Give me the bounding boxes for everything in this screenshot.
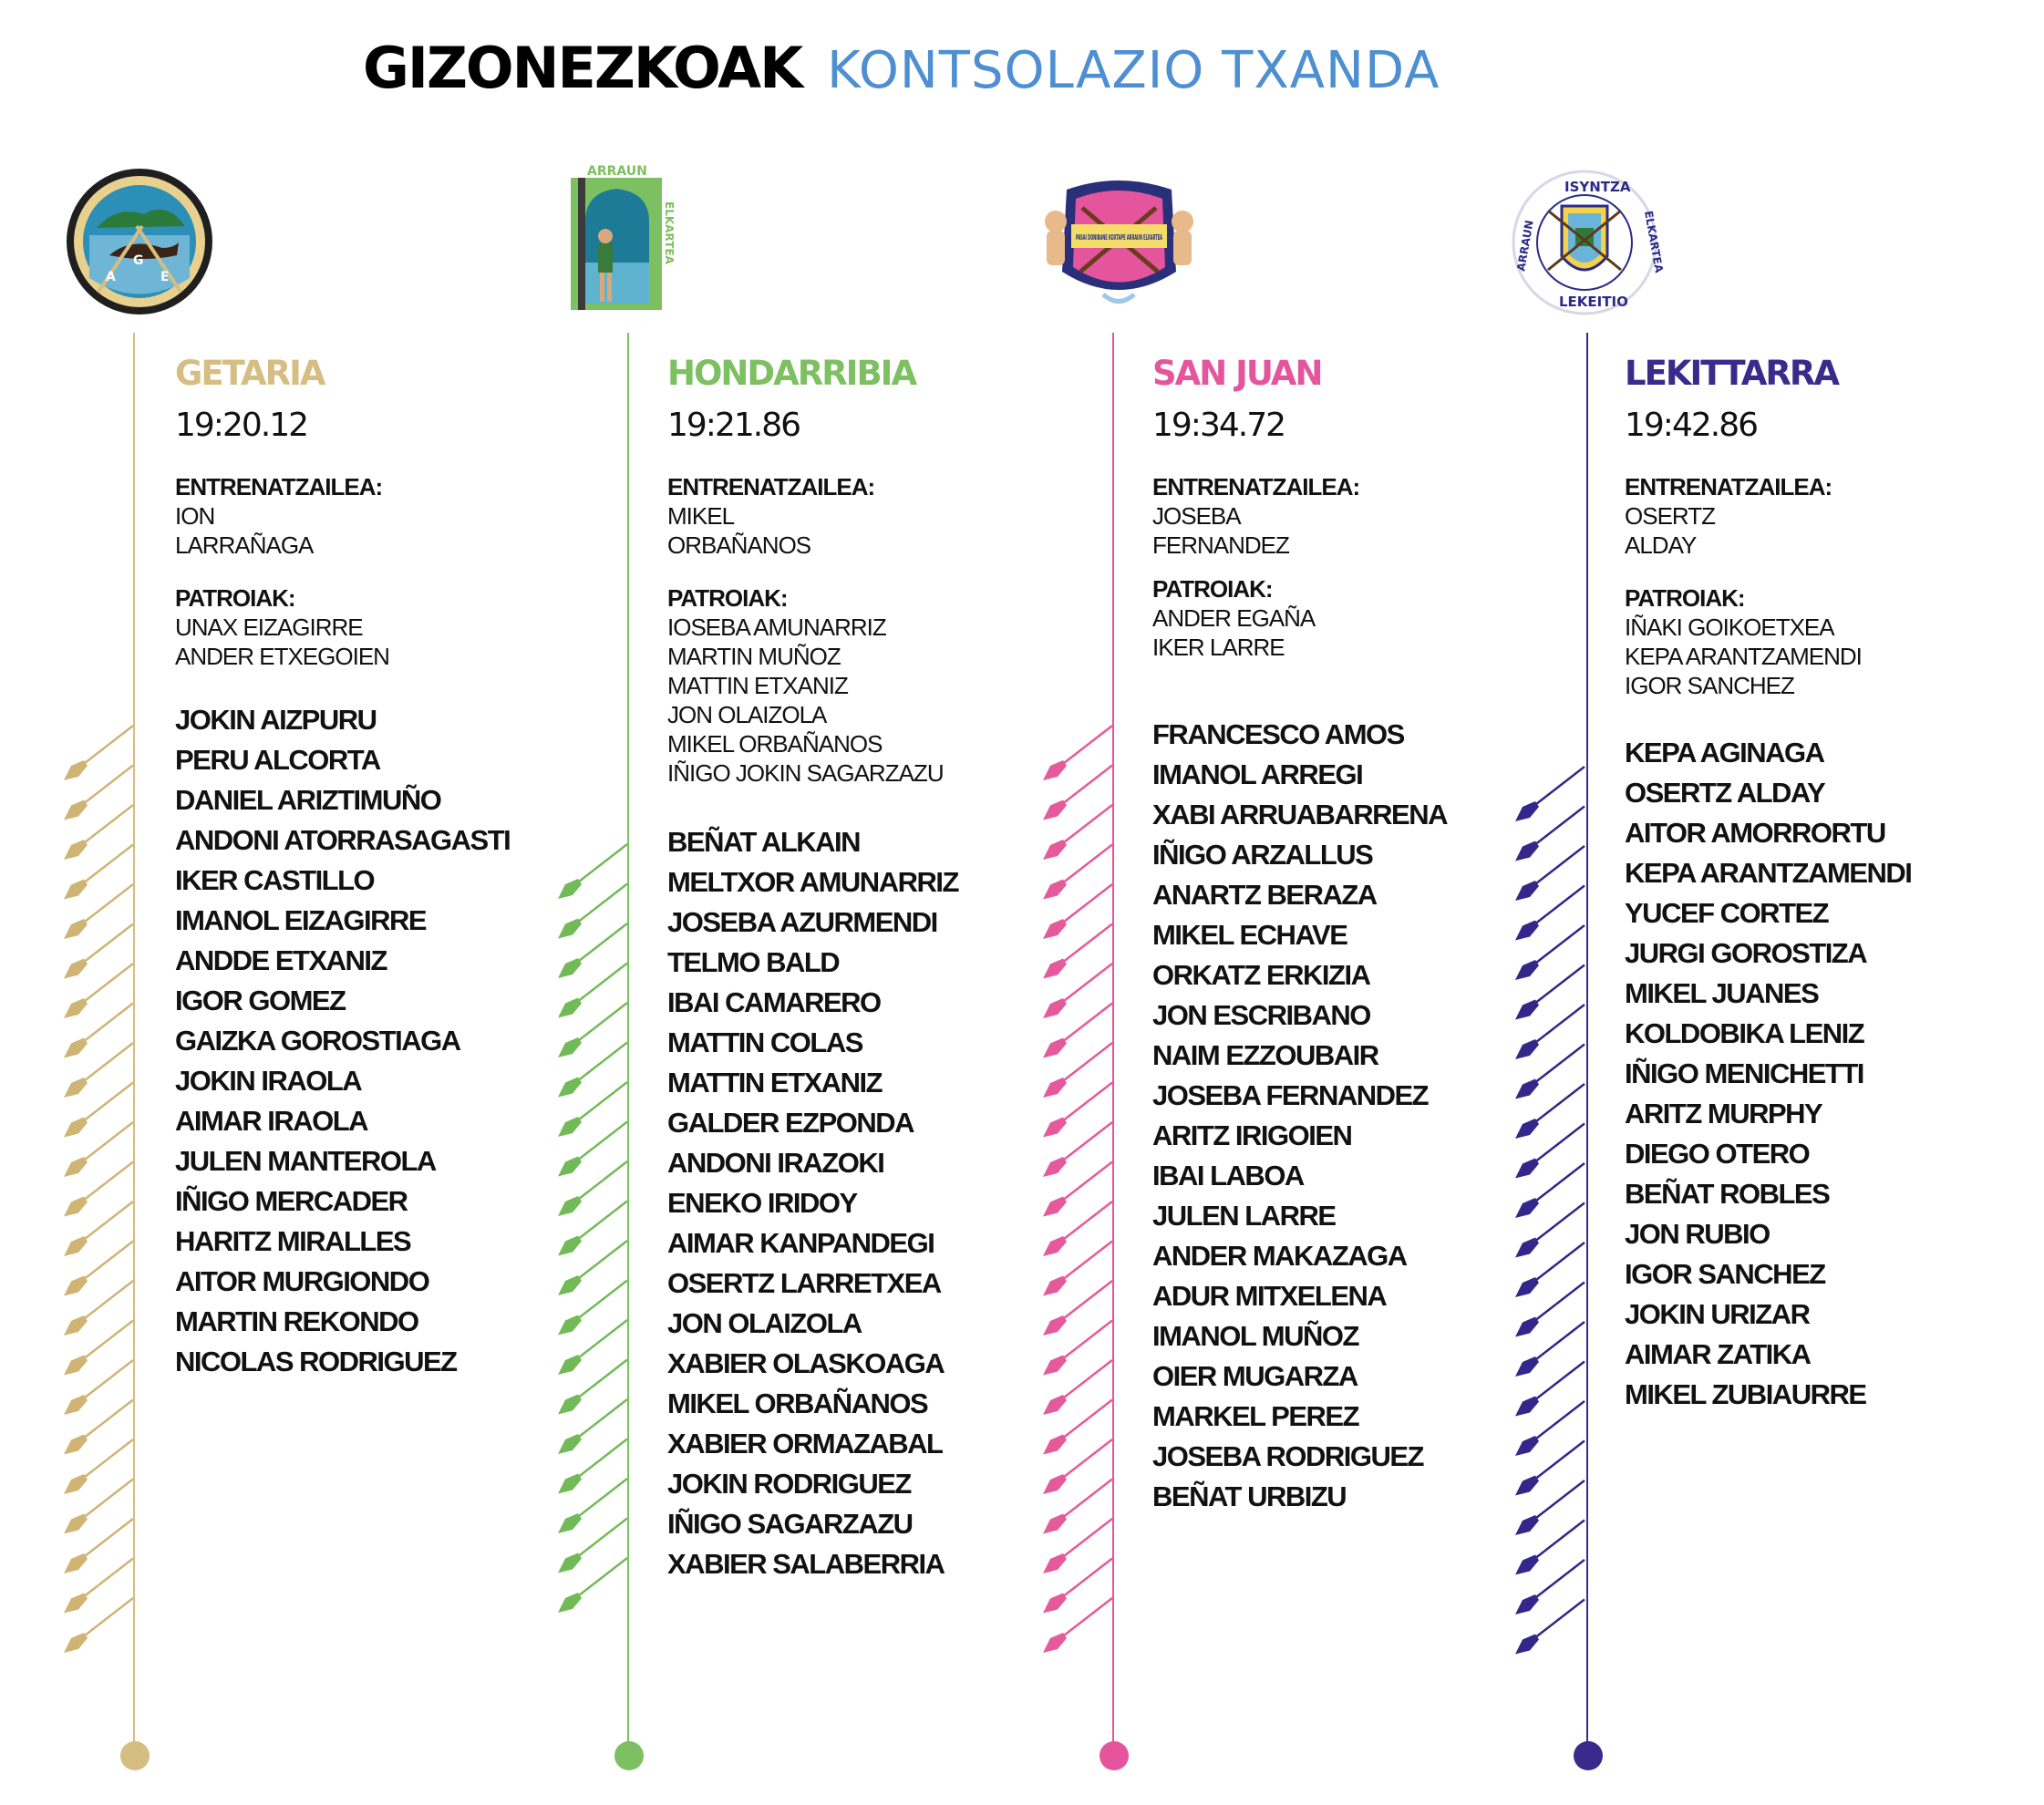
team-time: 19:21.86 bbox=[667, 407, 800, 444]
coach-name-last: FERNANDEZ bbox=[1152, 531, 1289, 559]
rower-name: DANIEL ARIZTIMUÑO bbox=[175, 784, 441, 816]
rower-name: XABIER ORMAZABAL bbox=[667, 1428, 943, 1459]
rower-name: MARTIN REKONDO bbox=[175, 1305, 418, 1337]
rower-name: MIKEL ZUBIAURRE bbox=[1625, 1378, 1866, 1410]
patron-name: IÑIGO JOKIN SAGARZAZU bbox=[667, 759, 944, 787]
rower-name: IMANOL EIZAGIRRE bbox=[175, 904, 427, 936]
logo-letter-e: E bbox=[160, 270, 170, 284]
rower-name: ANDER MAKAZAGA bbox=[1152, 1240, 1407, 1272]
rower-name: OIER MUGARZA bbox=[1152, 1360, 1358, 1392]
rower-name: MIKEL ECHAVE bbox=[1152, 919, 1347, 951]
coach-label: ENTRENATZAILEA: bbox=[1625, 473, 1832, 500]
team-column-lekittarra bbox=[1512, 0, 1986, 1805]
team-column-san-juan bbox=[1039, 0, 1513, 1805]
team-time: 19:34.72 bbox=[1152, 407, 1285, 444]
coach-name-first: JOSEBA bbox=[1152, 502, 1241, 530]
rower-name: JON OLAIZOLA bbox=[667, 1307, 862, 1339]
logo-text-right: ELKARTEA bbox=[663, 201, 676, 264]
patron-name: MIKEL ORBAÑANOS bbox=[667, 730, 883, 758]
rower-name: AIMAR IRAOLA bbox=[175, 1105, 368, 1137]
sanjuan-logo bbox=[1039, 171, 1199, 317]
rower-name: ANDDE ETXANIZ bbox=[175, 944, 387, 976]
coach-label: ENTRENATZAILEA: bbox=[667, 473, 875, 500]
rower-name: ORKATZ ERKIZIA bbox=[1152, 959, 1370, 991]
rower-name: ANDONI ATORRASAGASTI bbox=[175, 824, 511, 856]
rower-name: JOKIN AIZPURU bbox=[175, 704, 377, 736]
coach-name-first: OSERTZ bbox=[1625, 502, 1715, 530]
rower-name: JOKIN URIZAR bbox=[1625, 1298, 1810, 1330]
patron-name: MATTIN ETXANIZ bbox=[667, 672, 848, 699]
rower-name: ADUR MITXELENA bbox=[1152, 1280, 1387, 1312]
oar-decoration bbox=[60, 716, 142, 1718]
patron-name: IOSEBA AMUNARRIZ bbox=[667, 614, 886, 641]
rower-name: IÑIGO SAGARZAZU bbox=[667, 1508, 913, 1540]
patrons-label: PATROIAK: bbox=[667, 584, 788, 612]
rower-name: FRANCESCO AMOS bbox=[1152, 718, 1404, 750]
patron-name: ANDER EGAÑA bbox=[1152, 604, 1316, 632]
patron-name: UNAX EIZAGIRRE bbox=[175, 614, 363, 641]
rower-name: MELTXOR AMUNARRIZ bbox=[667, 866, 958, 898]
rower-name: AITOR AMORRORTU bbox=[1625, 817, 1885, 849]
rower-name: AIMAR KANPANDEGI bbox=[667, 1227, 934, 1259]
rower-name: MIKEL ORBAÑANOS bbox=[667, 1387, 928, 1419]
rower-name: JOKIN RODRIGUEZ bbox=[667, 1468, 911, 1500]
team-column-hondarribia bbox=[554, 0, 1028, 1805]
coach-name-first: ION bbox=[175, 502, 215, 530]
logo-text-left: HONDARRIBIA bbox=[557, 216, 570, 304]
rower-name: IÑIGO MENICHETTI bbox=[1625, 1057, 1863, 1089]
team-column-getaria bbox=[60, 0, 534, 1805]
logo-ribbon-text: PASAI DONIBANE KOXTAPE ARRAUN ELKARTEA bbox=[1076, 233, 1163, 242]
logo-text-right: ELKARTEA bbox=[1642, 210, 1666, 274]
team-time: 19:42.86 bbox=[1625, 407, 1757, 444]
rower-name: IMANOL MUÑOZ bbox=[1152, 1320, 1358, 1352]
page-subtitle: KONTSOLAZIO TXANDA bbox=[827, 41, 1440, 100]
rower-list bbox=[1152, 715, 1572, 1517]
patron-name: IÑAKI GOIKOETXEA bbox=[1625, 614, 1834, 641]
rower-name: ANDONI IRAZOKI bbox=[667, 1147, 884, 1179]
rower-name: IBAI LABOA bbox=[1152, 1160, 1304, 1191]
coach-name-last: ORBAÑANOS bbox=[667, 531, 811, 559]
rower-name: AIMAR ZATIKA bbox=[1625, 1338, 1811, 1370]
rower-name: GAIZKA GOROSTIAGA bbox=[175, 1025, 460, 1057]
rower-name: ENEKO IRIDOY bbox=[667, 1187, 857, 1219]
coach-label: ENTRENATZAILEA: bbox=[175, 473, 383, 500]
patron-name: ANDER ETXEGOIEN bbox=[175, 643, 389, 670]
rower-name: HARITZ MIRALLES bbox=[175, 1225, 411, 1257]
rower-name: MATTIN COLAS bbox=[667, 1026, 862, 1058]
patron-name: JON OLAIZOLA bbox=[667, 701, 827, 728]
rower-list bbox=[175, 700, 594, 1382]
team-time: 19:20.12 bbox=[175, 407, 307, 444]
hondarribia-logo bbox=[554, 164, 691, 313]
rower-list bbox=[667, 822, 1087, 1584]
coach-name-first: MIKEL bbox=[667, 502, 735, 530]
patron-name: IKER LARRE bbox=[1152, 634, 1285, 661]
rower-name: IBAI CAMARERO bbox=[667, 986, 881, 1018]
timeline-dot bbox=[614, 1741, 644, 1770]
rower-name: JOSEBA AZURMENDI bbox=[667, 906, 937, 938]
page-title: GIZONEZKOAK bbox=[363, 35, 802, 101]
patron-name: IGOR SANCHEZ bbox=[1625, 672, 1794, 699]
rower-name: BEÑAT URBIZU bbox=[1152, 1480, 1347, 1512]
logo-text-bottom: LEKEITIO bbox=[1559, 294, 1628, 310]
logo-text-top: ARRAUN bbox=[587, 164, 647, 179]
rower-name: DIEGO OTERO bbox=[1625, 1138, 1810, 1170]
team-name: LEKITTARRA bbox=[1625, 354, 1838, 393]
rower-name: ARITZ MURPHY bbox=[1625, 1098, 1822, 1129]
rower-name: GALDER EZPONDA bbox=[667, 1107, 914, 1139]
patrons-label: PATROIAK: bbox=[175, 584, 295, 612]
timeline-dot bbox=[1099, 1741, 1129, 1770]
logo-letter-g: G bbox=[133, 253, 144, 268]
rower-name: MIKEL JUANES bbox=[1625, 977, 1819, 1009]
logo-text-top: ISYNTZA bbox=[1564, 179, 1631, 195]
rower-name: JULEN LARRE bbox=[1152, 1200, 1336, 1232]
rower-name: AITOR MURGIONDO bbox=[175, 1265, 429, 1297]
rower-name: NAIM EZZOUBAIR bbox=[1152, 1039, 1378, 1071]
rower-name: KEPA AGINAGA bbox=[1625, 737, 1824, 768]
coach-name-last: LARRAÑAGA bbox=[175, 531, 314, 559]
rower-name: JOKIN IRAOLA bbox=[175, 1065, 362, 1097]
rower-name: OSERTZ ALDAY bbox=[1625, 777, 1825, 809]
rower-name: KEPA ARANTZAMENDI bbox=[1625, 857, 1912, 889]
coach-name-last: ALDAY bbox=[1625, 531, 1697, 559]
lekittarra-logo bbox=[1512, 170, 1666, 315]
rower-name: IÑIGO MERCADER bbox=[175, 1185, 408, 1217]
rower-name: IMANOL ARREGI bbox=[1152, 758, 1363, 790]
coach-label: ENTRENATZAILEA: bbox=[1152, 473, 1360, 500]
rower-name: JON RUBIO bbox=[1625, 1218, 1770, 1250]
patron-name: KEPA ARANTZAMENDI bbox=[1625, 643, 1862, 670]
rower-name: IKER CASTILLO bbox=[175, 864, 375, 896]
oar-decoration bbox=[1512, 716, 1594, 1718]
team-name: SAN JUAN bbox=[1152, 354, 1322, 393]
rower-name: JOSEBA RODRIGUEZ bbox=[1152, 1440, 1423, 1472]
patrons-label: PATROIAK: bbox=[1152, 575, 1273, 603]
rower-name: BEÑAT ROBLES bbox=[1625, 1178, 1830, 1210]
rower-name: XABI ARRUABARRENA bbox=[1152, 799, 1447, 830]
patron-name: MARTIN MUÑOZ bbox=[667, 643, 841, 670]
rower-name: JON ESCRIBANO bbox=[1152, 999, 1370, 1031]
rower-name: KOLDOBIKA LENIZ bbox=[1625, 1017, 1864, 1049]
rower-name: OSERTZ LARRETXEA bbox=[667, 1267, 941, 1299]
logo-letter-a: A bbox=[106, 270, 116, 284]
rower-name: BEÑAT ALKAIN bbox=[667, 826, 861, 858]
rower-name: XABIER SALABERRIA bbox=[667, 1548, 945, 1580]
oar-decoration bbox=[1039, 716, 1121, 1718]
patrons-label: PATROIAK: bbox=[1625, 584, 1745, 612]
rower-name: XABIER OLASKOAGA bbox=[667, 1347, 945, 1379]
team-name: GETARIA bbox=[175, 354, 325, 393]
rower-name: JOSEBA FERNANDEZ bbox=[1152, 1079, 1429, 1111]
rower-name: PERU ALCORTA bbox=[175, 744, 380, 776]
getaria-logo bbox=[62, 164, 217, 319]
timeline-dot bbox=[1574, 1741, 1603, 1770]
rower-name: TELMO BALD bbox=[667, 946, 840, 978]
rower-name: JULEN MANTEROLA bbox=[175, 1145, 436, 1177]
timeline-dot bbox=[120, 1741, 150, 1770]
rower-name: IGOR GOMEZ bbox=[175, 985, 346, 1016]
rower-name: IÑIGO ARZALLUS bbox=[1152, 839, 1373, 871]
rower-name: IGOR SANCHEZ bbox=[1625, 1258, 1825, 1290]
rower-name: MARKEL PEREZ bbox=[1152, 1400, 1359, 1432]
rower-name: MATTIN ETXANIZ bbox=[667, 1067, 883, 1098]
oar-decoration bbox=[554, 716, 636, 1718]
team-name: HONDARRIBIA bbox=[667, 354, 916, 393]
rower-name: YUCEF CORTEZ bbox=[1625, 897, 1829, 929]
rower-list bbox=[1625, 733, 2044, 1415]
rower-name: ANARTZ BERAZA bbox=[1152, 879, 1377, 911]
rower-name: JURGI GOROSTIZA bbox=[1625, 937, 1867, 969]
rower-name: ARITZ IRIGOIEN bbox=[1152, 1119, 1352, 1151]
logo-text-left: ARRAUN bbox=[1514, 219, 1536, 273]
rower-name: NICOLAS RODRIGUEZ bbox=[175, 1346, 457, 1377]
